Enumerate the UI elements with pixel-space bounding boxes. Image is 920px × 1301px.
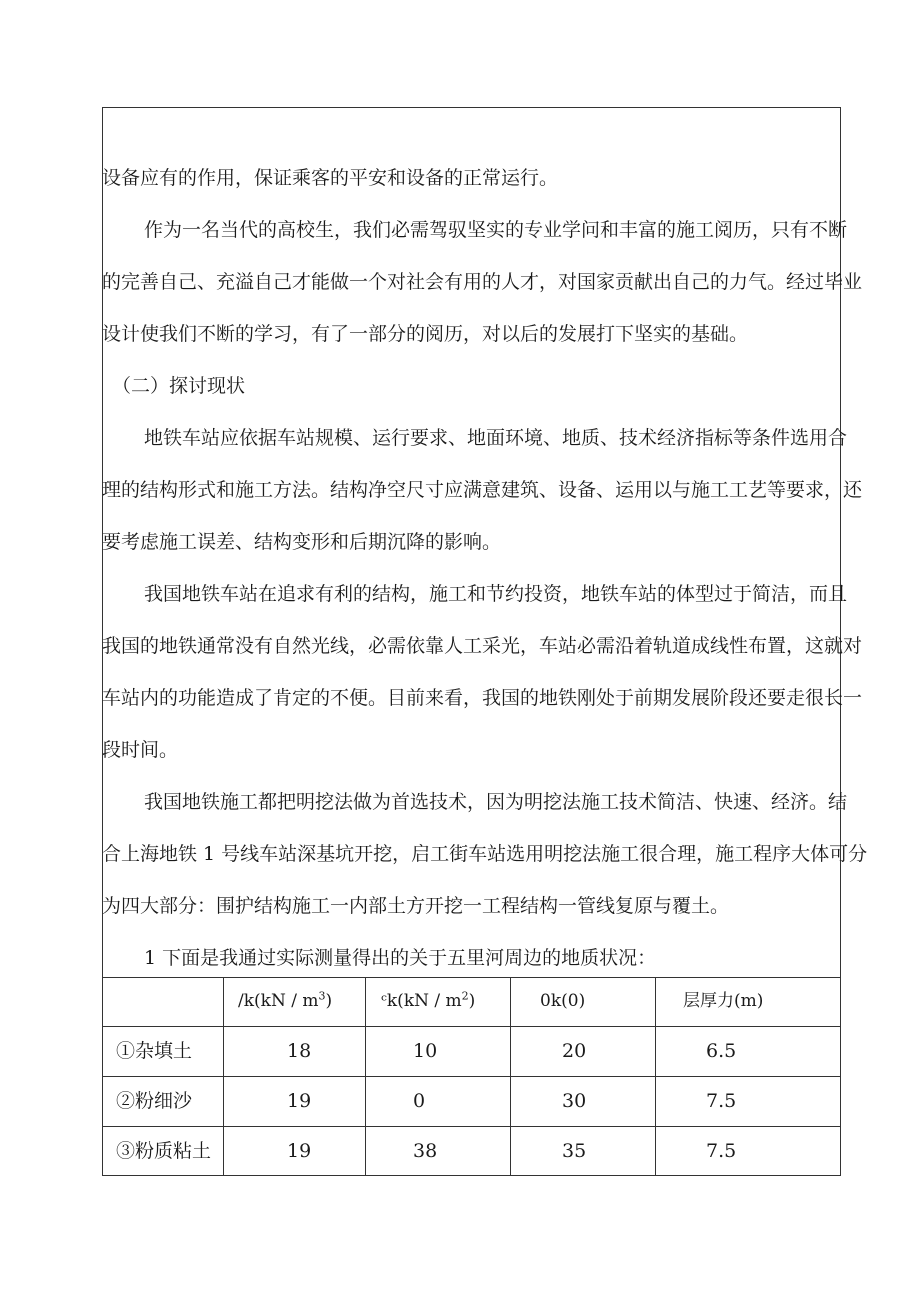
paragraph-6-line: 1 下面是我通过实际测量得出的关于五里河周边的地质状况： <box>144 947 657 969</box>
table-cell-thickness: 6.5 <box>706 1040 737 1062</box>
paragraph-4-line: 我国地铁车站在追求有利的结构，施工和节约投资，地铁车站的体型过于简洁，而且 <box>144 583 848 605</box>
paragraph-2-line: 作为一名当代的高校生，我们必需驾驭坚实的专业学问和丰富的施工阅历，只有不断 <box>144 219 848 241</box>
table-cell-gamma: 19 <box>287 1090 312 1112</box>
table-cell-cohesion: 10 <box>413 1040 438 1062</box>
paragraph-4-line: 车站内的功能造成了肯定的不便。目前来看，我国的地铁刚处于前期发展阶段还要走很长一 <box>102 687 863 709</box>
table-header-cohesion: ᶜk(kN / $m^2$) <box>381 989 476 1011</box>
table-cell-thickness: 7.5 <box>706 1090 737 1112</box>
paragraph-3-line: 地铁车站应依据车站规模、运行要求、地面环境、地质、技术经济指标等条件选用合 <box>144 427 848 449</box>
table-cell-thickness: 7.5 <box>706 1140 737 1162</box>
paragraph-1-line: 设备应有的作用，保证乘客的平安和设备的正常运行。 <box>102 167 559 189</box>
table-cell-gamma: 19 <box>287 1140 312 1162</box>
document-body <box>102 163 868 973</box>
table-header-gamma: $/k(kN / m^3)$ <box>238 989 333 1011</box>
table-cell-soil-name: ①杂填土 <box>116 1040 193 1062</box>
table-cell-soil-name: ③粉质粘土 <box>116 1140 212 1162</box>
paragraph-5-line: 合上海地铁 1 号线车站深基坑开挖，启工街车站选用明挖法施工很合理，施工程序大体可分 <box>102 843 868 865</box>
paragraph-2-line: 的完善自己、充溢自己才能做一个对社会有用的人才，对国家贡献出自己的力气。经过毕业 <box>102 271 863 293</box>
paragraph-5-line: 我国地铁施工都把明挖法做为首选技术，因为明挖法施工技术简洁、快速、经济。结 <box>144 791 848 813</box>
table-cell-gamma: 18 <box>287 1040 312 1062</box>
table-cell-friction-angle: 30 <box>562 1090 587 1112</box>
table-cell-soil-name: ②粉细沙 <box>116 1090 193 1112</box>
paragraph-4-line: 我国的地铁通常没有自然光线，必需依靠人工采光，车站必需沿着轨道成线性布置，这就对 <box>102 635 863 657</box>
paragraph-3-line: 要考虑施工误差、结构变形和后期沉降的影响。 <box>102 531 502 553</box>
table-cell-friction-angle: 35 <box>562 1140 587 1162</box>
section-heading: （二）探讨现状 <box>112 375 246 397</box>
paragraph-2-line: 设计使我们不断的学习，有了一部分的阅历，对以后的发展打下坚实的基础。 <box>102 323 749 345</box>
table-cell-cohesion: 38 <box>413 1140 438 1162</box>
paragraph-4-line: 段时间。 <box>102 739 179 761</box>
paragraph-3-line: 理的结构形式和施工方法。结构净空尺寸应满意建筑、设备、运用以与施工工艺等要求，还 <box>102 479 863 501</box>
table-header-friction-angle: 0k(0) <box>540 991 586 1011</box>
table-header-thickness: 层厚力(m) <box>683 991 764 1011</box>
paragraph-5-line: 为四大部分：围护结构施工一内部土方开挖一工程结构一管线复原与覆土。 <box>102 895 730 917</box>
table-cell-cohesion: 0 <box>413 1090 426 1112</box>
table-cell-friction-angle: 20 <box>562 1040 587 1062</box>
